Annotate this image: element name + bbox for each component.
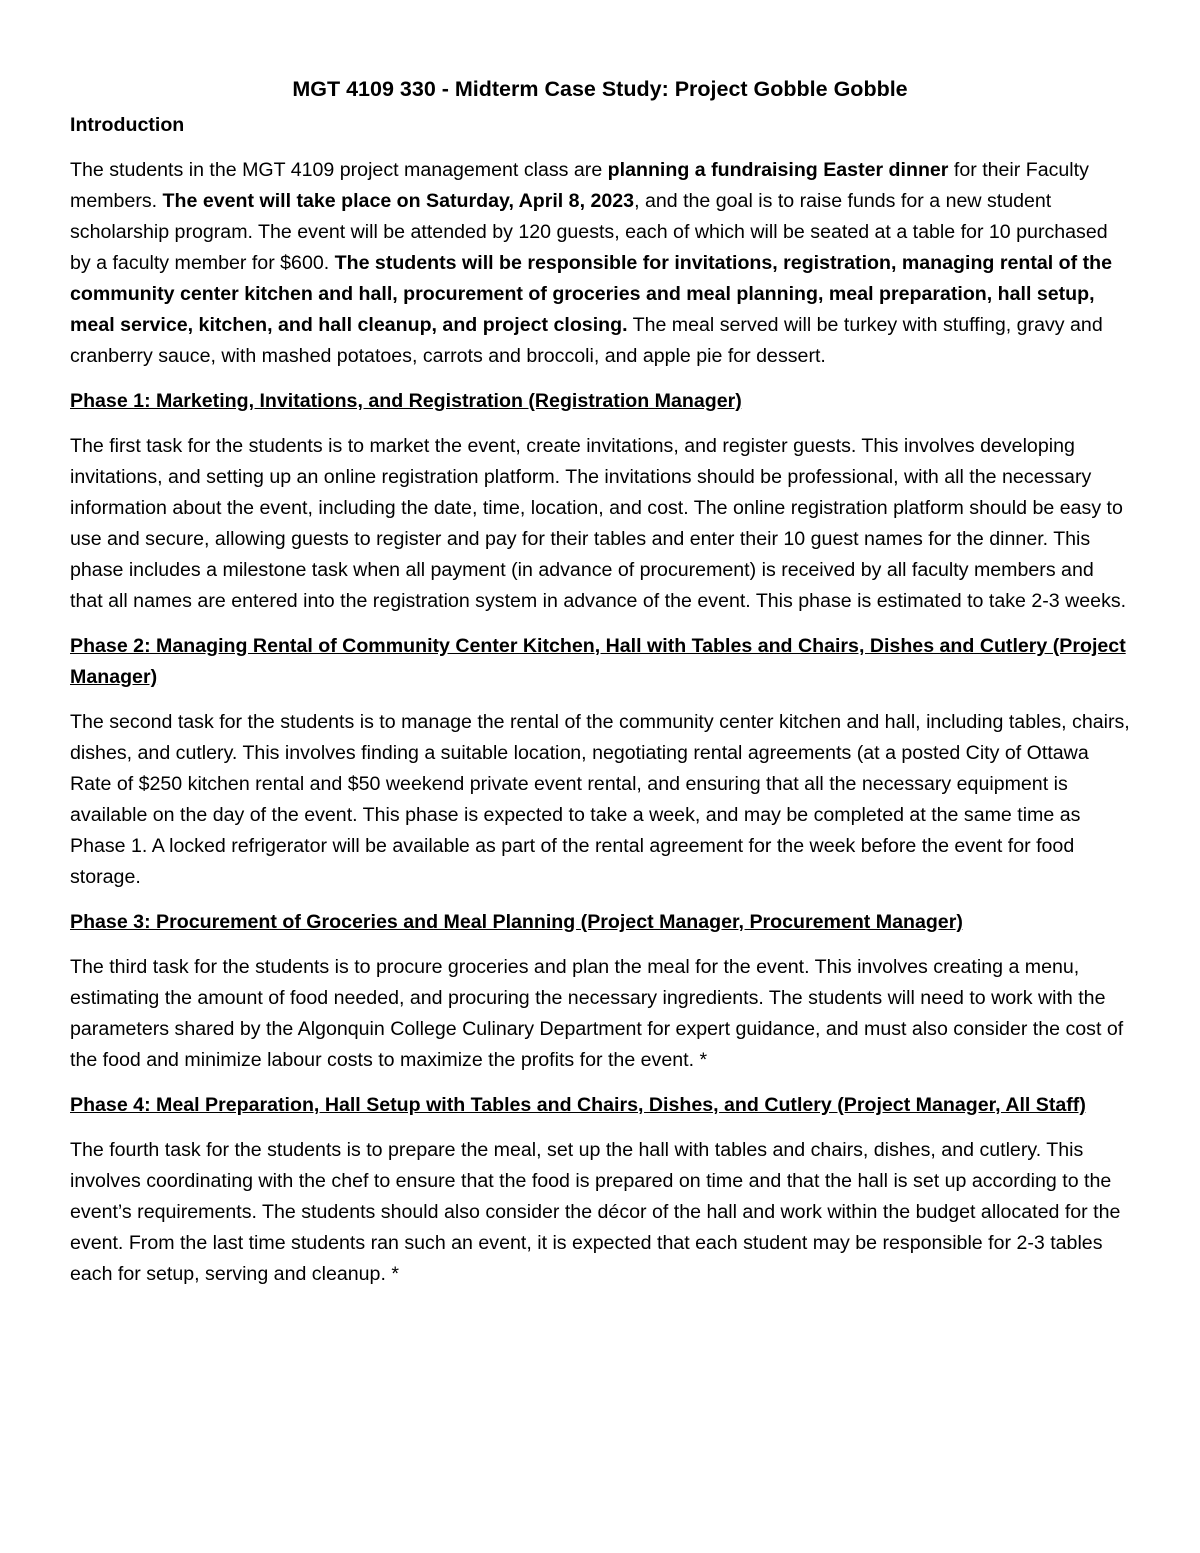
intro-bold-3: The students will be responsible for invitations, registration, managing rental of the community center kitchen and hall, procurement of groceries and meal planning, meal preparation, hall setup, meal service, kitchen, and hall cleanup, and project closing.: [70, 252, 1112, 336]
document-title: MGT 4109 330 - Midterm Case Study: Project Gobble Gobble: [292, 77, 908, 101]
phase-3-body: The third task for the students is to procure groceries and plan the meal for the event. This involves creating a menu, estimating the amount of food needed, and procuring the necessary ingredients. The students will need to work with the parameters shared by the Algonquin College Culinary Department for expert guidance, and must also consider the cost of the food and minimize labour costs to maximize the profits for the event. *: [70, 956, 1124, 1071]
phase-3-heading: Phase 3: Procurement of Groceries and Meal Planning (Project Manager, Procurement Manager): [70, 911, 963, 933]
intro-bold-1: planning a fundraising Easter dinner: [607, 159, 949, 181]
phase-2-body: The second task for the students is to manage the rental of the community center kitchen and hall, including tables, chairs, dishes, and cutlery. This involves finding a suitable location, negotiating rental agreements (at a posted City of Ottawa Rate of $250 kitchen rental and $50 weekend private event rental, and ensuring that all the necessary equipment is available on the day of the event. This phase is expected to take a week, and may be completed at the same time as Phase 1. A locked refrigerator will be available as part of the rental agreement for the week before the event for food storage.: [70, 711, 1130, 888]
introduction-paragraph: [70, 155, 1130, 372]
intro-text-4: The meal served will be turkey with stuffing, gravy and cranberry sauce, with mashed potatoes, carrots and broccoli, and apple pie for dessert.: [70, 314, 1103, 367]
intro-text-1: The students in the MGT 4109 project management class are: [70, 159, 608, 181]
phase-1-heading: Phase 1: Marketing, Invitations, and Registration (Registration Manager): [70, 390, 742, 412]
phase-1-body: The first task for the students is to market the event, create invitations, and register guests. This involves developing invitations, and setting up an online registration platform. The invitations should be professional, with all the necessary information about the event, including the date, time, location, and cost. The online registration platform should be easy to use and secure, allowing guests to register and pay for their tables and enter their 10 guest names for the dinner. This phase includes a milestone task when all payment (in advance of procurement) is received by all faculty members and that all names are entered into the registration system in advance of the event. This phase is estimated to take 2-3 weeks.: [70, 435, 1127, 612]
intro-bold-2: The event will take place on Saturday, April 8, 2023: [162, 190, 635, 212]
intro-text-2: for their Faculty members.: [70, 159, 1089, 212]
phase-4-body: The fourth task for the students is to prepare the meal, set up the hall with tables and chairs, dishes, and cutlery. This involves coordinating with the chef to ensure that the food is prepared on time and that the hall is set up according to the event’s requirements. The students should also consider the décor of the hall and work within the budget allocated for the event. From the last time students ran such an event, it is expected that each student may be responsible for 2-3 tables each for setup, serving and cleanup. *: [70, 1139, 1121, 1285]
intro-text-3: , and the goal is to raise funds for a new student scholarship program. The event will be attended by 120 guests, each of which will be seated at a table for 10 purchased by a faculty member for $600.: [70, 190, 1108, 274]
phase-4-heading: Phase 4: Meal Preparation, Hall Setup with Tables and Chairs, Dishes, and Cutlery (Project Manager, All Staff): [70, 1094, 1086, 1116]
introduction-heading: Introduction: [70, 114, 185, 136]
phase-2-heading: Phase 2: Managing Rental of Community Center Kitchen, Hall with Tables and Chairs, Dishes and Cutlery (Project Manager): [70, 635, 1126, 688]
